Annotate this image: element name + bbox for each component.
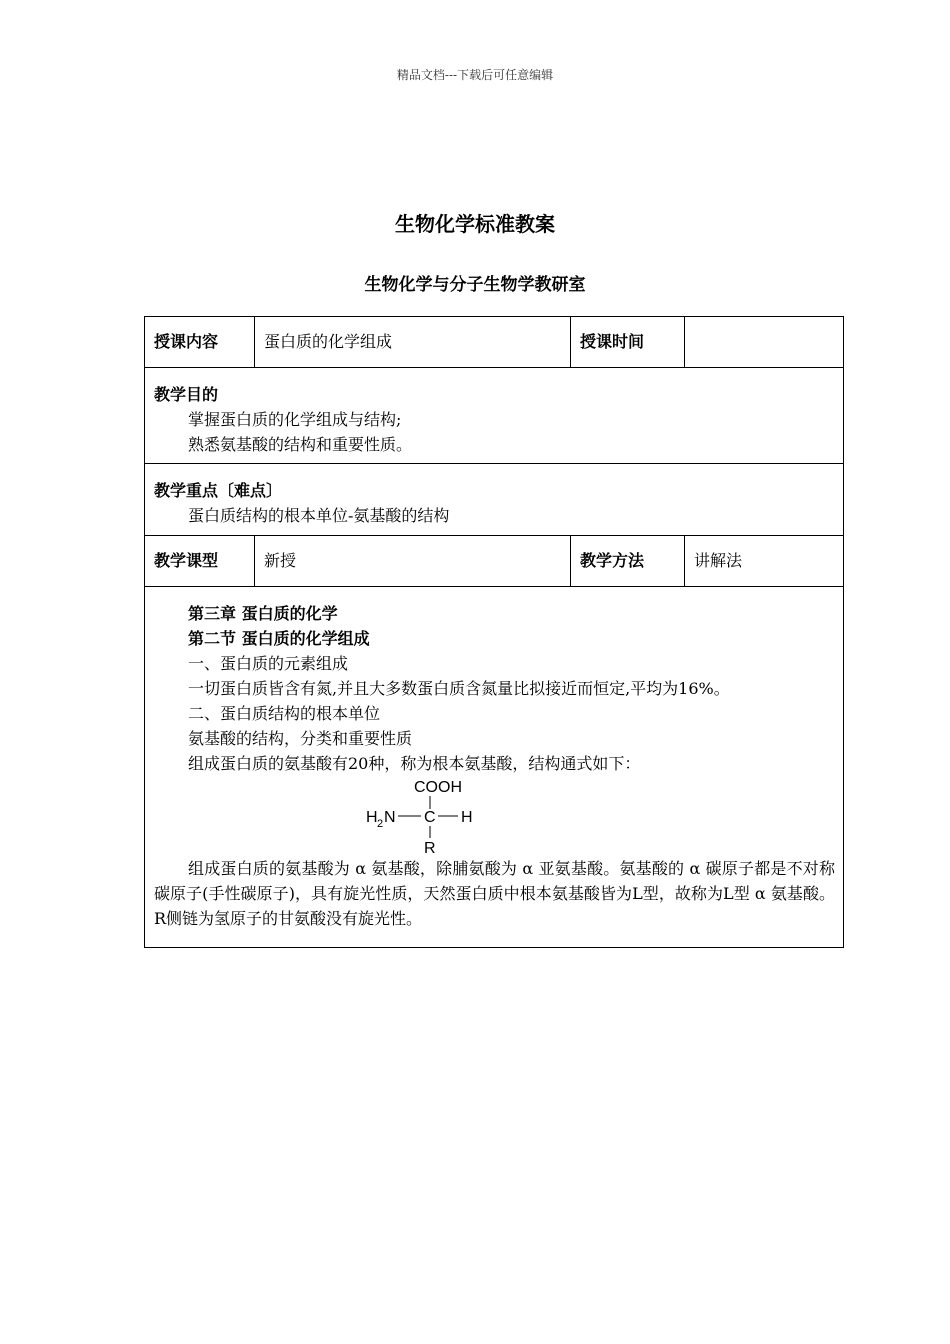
amino-acid-formula <box>154 776 835 856</box>
content-label: 授课内容 <box>154 332 219 351</box>
key-points-cell <box>145 464 844 536</box>
objective-item: 熟悉氨基酸的结构和重要性质。 <box>188 435 413 454</box>
type-label: 教学课型 <box>154 551 219 570</box>
content-label-cell <box>145 317 255 368</box>
row-content-time <box>145 317 844 368</box>
objective-item: 掌握蛋白质的化学组成与结构; <box>188 410 402 429</box>
method-label: 教学方法 <box>580 551 645 570</box>
type-value: 新授 <box>264 551 297 570</box>
row-type-method <box>145 536 844 587</box>
key-points-label: 教学重点〔难点〕 <box>154 481 283 500</box>
formula-left-sub: 2 <box>377 818 384 830</box>
type-label-cell <box>145 536 255 587</box>
content-line: 氨基酸的结构，分类和重要性质 <box>188 729 413 748</box>
content-line: 一、蛋白质的元素组成 <box>188 654 349 673</box>
time-value-cell <box>685 317 844 368</box>
type-value-cell <box>255 536 571 587</box>
section-heading: 第二节 蛋白质的化学组成 <box>188 629 370 648</box>
method-label-cell <box>571 536 685 587</box>
lesson-content-cell <box>145 587 844 948</box>
chapter-heading: 第三章 蛋白质的化学 <box>188 604 338 623</box>
formula-bottom: R <box>424 840 436 856</box>
content-paragraph: 组成蛋白质的氨基酸为 α 氨基酸，除脯氨酸为 α 亚氨基酸。氨基酸的 α 碳原子都是不对称碳原子(手性碳原子)，具有旋光性质，天然蛋白质中根本氨基酸皆为L型，故称为L型 α 氨基酸。R侧链为氢原子的甘氨酸没有旋光性。 <box>154 859 835 928</box>
row-key-points <box>145 464 844 536</box>
lesson-plan-table <box>144 316 844 948</box>
formula-top: COOH <box>414 779 462 796</box>
formula-right: H <box>461 809 473 826</box>
header-note: 精品文档---下载后可任意编辑 <box>396 68 554 82</box>
method-value-cell <box>685 536 844 587</box>
content-value-cell <box>255 317 571 368</box>
formula-center: C <box>424 809 436 826</box>
content-line: 二、蛋白质结构的根本单位 <box>188 704 381 723</box>
row-lesson-content <box>145 587 844 948</box>
formula-left-tail: N <box>384 809 396 826</box>
method-value: 讲解法 <box>694 551 743 570</box>
content-line: 组成蛋白质的氨基酸有20种，称为根本氨基酸，结构通式如下： <box>188 754 641 773</box>
content-line: 一切蛋白质皆含有氮,并且大多数蛋白质含氮量比拟接近而恒定,平均为16%。 <box>188 679 730 698</box>
time-label-cell <box>571 317 685 368</box>
content-value: 蛋白质的化学组成 <box>264 332 393 351</box>
row-objectives <box>145 368 844 464</box>
document-subtitle: 生物化学与分子生物学教研室 <box>364 275 586 295</box>
key-points-text: 蛋白质结构的根本单位-氨基酸的结构 <box>188 506 450 525</box>
formula-left: H <box>366 809 378 826</box>
objectives-label: 教学目的 <box>154 385 219 404</box>
document-title: 生物化学标准教案 <box>395 212 555 236</box>
time-value <box>685 317 843 329</box>
objectives-cell <box>145 368 844 464</box>
time-label: 授课时间 <box>580 332 645 351</box>
